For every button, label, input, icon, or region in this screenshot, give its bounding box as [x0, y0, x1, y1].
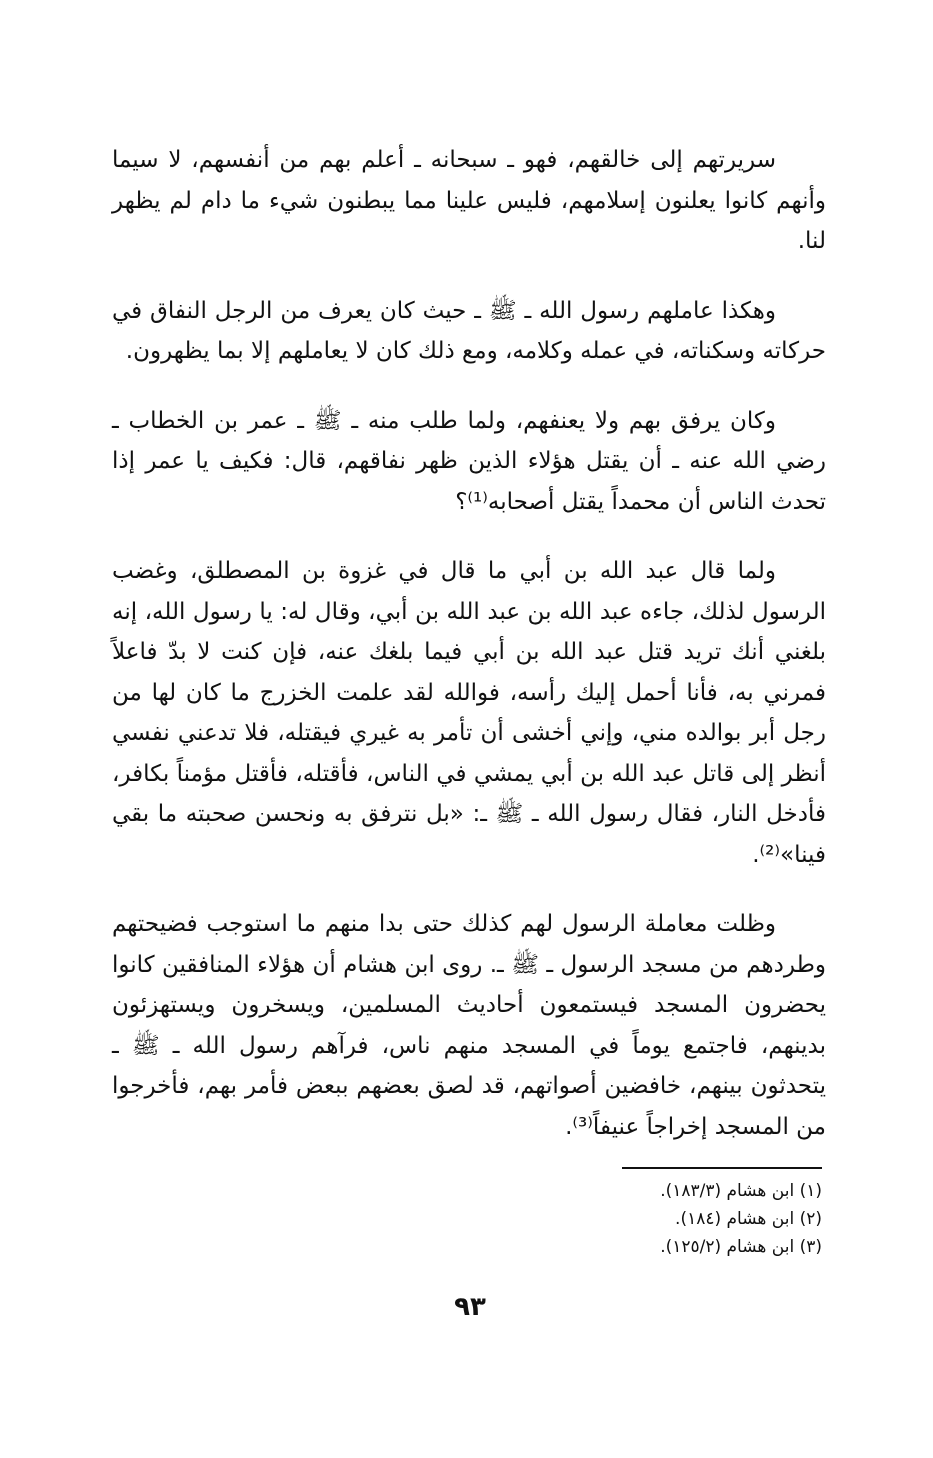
page-number: ٩٣: [454, 1292, 486, 1322]
paragraph: ولما قال عبد الله بن أبي ما قال في غزوة بن المصطلق، وغضب الرسول لذلك، جاءه عبد الله بن عبد الله بن أبي، وقال له: يا رسول الله، إنه بلغني أنك تريد قتل عبد الله بن أبي فيما بلغك عنه، فإن كنت لا بدّ فاعلاً فمرني به، فأنا أحمل إليك رأسه، فوالله لقد علمت الخزرج ما كان لها من رجل أبر بوالده مني، وإني أخشى أن تأمر به غيري فيقتله، فلا تدعني نفسي أنظر إلى قاتل عبد الله بن أبي يمشي في الناس، فأقتله، فأقتل مؤمناً بكافر، فأدخل النار، فقال رسول الله ـ ﷺ ـ: «بل نترفق به ونحسن صحبته ما بقي فينا»⁽²⁾.: [112, 558, 826, 868]
paragraph: وكان يرفق بهم ولا يعنفهم، ولما طلب منه ـ ﷺ ـ عمر بن الخطاب ـ رضي الله عنه ـ أن يقتل هؤلاء الذين ظهر نفاقهم، قال: فكيف يا عمر إذا تحدث الناس أن محمداً يقتل أصحابه⁽¹⁾؟: [112, 407, 826, 515]
footnote-item: (١) ابن هشام (١٨٣/٣).: [660, 1181, 822, 1201]
paragraph: وظلت معاملة الرسول لهم كذلك حتى بدا منهم ما استوجب فضيحتهم وطردهم من مسجد الرسول ـ ﷺ ـ. روى ابن هشام أن هؤلاء المنافقين كانوا يحضرون المسجد فيستمعون أحاديث المسلمين، ويسخرون ويستهزئون بدينهم، فاجتمع يوماً في المسجد منهم ناس، فرآهم رسول الله ـ ﷺ ـ يتحدثون بينهم، خافضين أصواتهم، قد لصق بعضهم ببعض فأمر بهم، فأخرجوا من المسجد إخراجاً عنيفاً⁽³⁾.: [112, 911, 826, 1140]
footnote-divider: [622, 1167, 822, 1169]
footnote-item: (٢) ابن هشام (١٨٤).: [675, 1209, 822, 1229]
footnotes: [560, 1177, 822, 1261]
main-text: [112, 140, 826, 1176]
paragraph: وهكذا عاملهم رسول الله ـ ﷺ ـ حيث كان يعرف من الرجل النفاق في حركاته وسكناته، في عمله وكلامه، ومع ذلك كان لا يعاملهم إلا بما يظهرون.: [112, 297, 826, 364]
footnote-item: (٣) ابن هشام (١٢٥/٢).: [660, 1237, 822, 1257]
paragraph: سريرتهم إلى خالقهم، فهو ـ سبحانه ـ أعلم بهم من أنفسهم، لا سيما وأنهم كانوا يعلنون إسلامهم، فليس علينا مما يبطنون شيء ما دام لم يظهر لنا.: [112, 147, 826, 254]
